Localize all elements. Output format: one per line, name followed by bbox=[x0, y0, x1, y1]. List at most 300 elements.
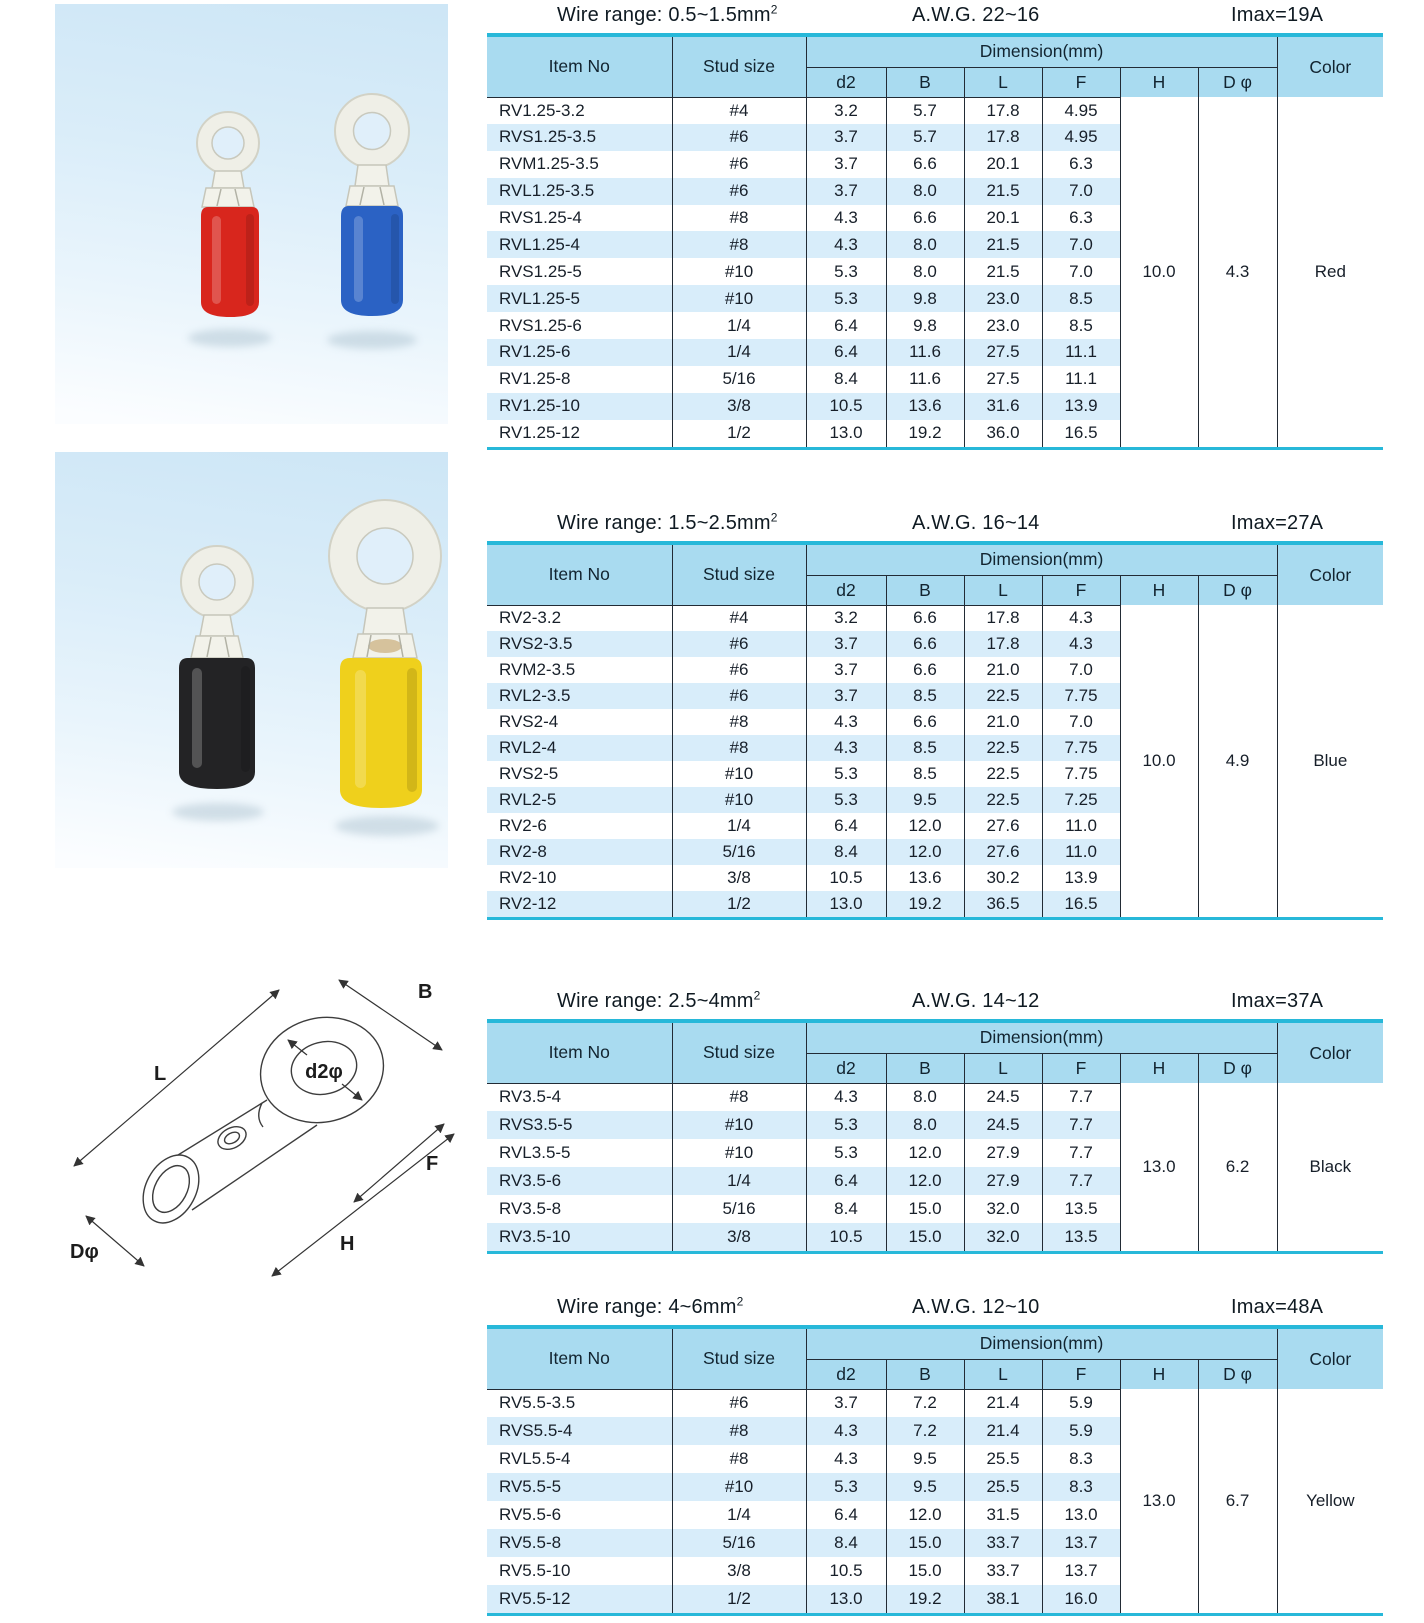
B-value-cell: 12.0 bbox=[886, 813, 964, 839]
stud-value-cell: #8 bbox=[672, 709, 806, 735]
d2-value-cell: 10.5 bbox=[806, 1223, 886, 1251]
F-value-cell: 7.0 bbox=[1042, 258, 1120, 285]
d2-value-cell: 8.4 bbox=[806, 1195, 886, 1223]
d2-value-cell: 3.7 bbox=[806, 124, 886, 151]
stud-value-cell: 5/16 bbox=[672, 839, 806, 865]
F-value-cell: 13.7 bbox=[1042, 1557, 1120, 1585]
L-value-cell: 21.5 bbox=[964, 231, 1042, 258]
spec-row bbox=[487, 97, 1383, 124]
item-no-cell: RV1.25-8 bbox=[487, 366, 672, 393]
spec-table-wrapper bbox=[487, 1325, 1383, 1616]
ring-hole bbox=[199, 564, 235, 600]
F-value-cell: 4.3 bbox=[1042, 631, 1120, 657]
B-value-cell: 19.2 bbox=[886, 1585, 964, 1613]
B-value-cell: 8.5 bbox=[886, 683, 964, 709]
f-header: F bbox=[1042, 575, 1120, 605]
B-value-cell: 9.8 bbox=[886, 285, 964, 312]
crimp-band bbox=[202, 188, 254, 207]
stud-value-cell: #6 bbox=[672, 1389, 806, 1417]
B-value-cell: 5.7 bbox=[886, 97, 964, 124]
h-merged-cell: 10.0 bbox=[1120, 605, 1198, 917]
awg-title: A.W.G. 12~10 bbox=[912, 1296, 1040, 1318]
blue-terminal bbox=[327, 94, 417, 349]
stud-value-cell: #8 bbox=[672, 735, 806, 761]
B-value-cell: 19.2 bbox=[886, 891, 964, 917]
stud-value-cell: #6 bbox=[672, 124, 806, 151]
stud-size-header: Stud size bbox=[672, 37, 806, 97]
F-value-cell: 5.9 bbox=[1042, 1389, 1120, 1417]
d2-value-cell: 4.3 bbox=[806, 1417, 886, 1445]
d2-value-cell: 10.5 bbox=[806, 1557, 886, 1585]
B-value-cell: 8.0 bbox=[886, 178, 964, 205]
dphi-header: D φ bbox=[1198, 575, 1277, 605]
d2-value-cell: 10.5 bbox=[806, 865, 886, 891]
stud-value-cell: 1/2 bbox=[672, 891, 806, 917]
L-value-cell: 24.5 bbox=[964, 1111, 1042, 1139]
L-value-cell: 17.8 bbox=[964, 124, 1042, 151]
stud-value-cell: #8 bbox=[672, 1445, 806, 1473]
B-value-cell: 6.6 bbox=[886, 151, 964, 178]
stud-size-header: Stud size bbox=[672, 545, 806, 605]
F-value-cell: 16.5 bbox=[1042, 420, 1120, 447]
L-value-cell: 33.7 bbox=[964, 1557, 1042, 1585]
dimension-lines bbox=[74, 980, 454, 1276]
table-title-row bbox=[487, 511, 1383, 541]
item-no-cell: RV1.25-6 bbox=[487, 339, 672, 366]
spec-block-2.5-4mm bbox=[487, 989, 1383, 1254]
stud-size-header: Stud size bbox=[672, 1329, 806, 1389]
F-value-cell: 8.5 bbox=[1042, 312, 1120, 339]
dphi-merged-cell: 6.2 bbox=[1198, 1083, 1277, 1251]
d2-value-cell: 5.3 bbox=[806, 1139, 886, 1167]
F-value-cell: 7.0 bbox=[1042, 231, 1120, 258]
d2-value-cell: 3.7 bbox=[806, 1389, 886, 1417]
stud-value-cell: 3/8 bbox=[672, 1557, 806, 1585]
F-value-cell: 7.7 bbox=[1042, 1111, 1120, 1139]
ring-hole bbox=[357, 528, 413, 584]
item-no-header: Item No bbox=[487, 1329, 672, 1389]
terminal-outline bbox=[132, 1005, 395, 1233]
spec-table-wrapper bbox=[487, 33, 1383, 450]
item-no-cell: RVL1.25-5 bbox=[487, 285, 672, 312]
stud-value-cell: 1/4 bbox=[672, 312, 806, 339]
black-yellow-terminals-illustration bbox=[55, 452, 448, 868]
d2-value-cell: 5.3 bbox=[806, 1473, 886, 1501]
yellow-terminal-shadow bbox=[335, 816, 439, 836]
product-photo-black-yellow bbox=[55, 452, 448, 868]
stud-value-cell: #10 bbox=[672, 1139, 806, 1167]
imax-title: Imax=48A bbox=[1231, 1296, 1324, 1318]
item-no-cell: RVS1.25-6 bbox=[487, 312, 672, 339]
B-value-cell: 15.0 bbox=[886, 1195, 964, 1223]
L-value-cell: 22.5 bbox=[964, 735, 1042, 761]
stud-value-cell: #6 bbox=[672, 657, 806, 683]
L-value-cell: 27.5 bbox=[964, 366, 1042, 393]
d2-value-cell: 8.4 bbox=[806, 1529, 886, 1557]
B-value-cell: 9.8 bbox=[886, 312, 964, 339]
stud-value-cell: #8 bbox=[672, 1083, 806, 1111]
h-header: H bbox=[1120, 1359, 1198, 1389]
F-value-cell: 7.75 bbox=[1042, 761, 1120, 787]
color-merged-cell: Yellow bbox=[1277, 1389, 1383, 1613]
d2-value-cell: 5.3 bbox=[806, 258, 886, 285]
stud-value-cell: #4 bbox=[672, 605, 806, 631]
F-value-cell: 13.7 bbox=[1042, 1529, 1120, 1557]
d2-value-cell: 5.3 bbox=[806, 1111, 886, 1139]
d2-value-cell: 3.2 bbox=[806, 605, 886, 631]
F-value-cell: 11.0 bbox=[1042, 813, 1120, 839]
h-merged-cell: 13.0 bbox=[1120, 1389, 1198, 1613]
d2-value-cell: 4.3 bbox=[806, 1083, 886, 1111]
stud-value-cell: #4 bbox=[672, 97, 806, 124]
B-value-cell: 6.6 bbox=[886, 631, 964, 657]
stud-value-cell: 1/2 bbox=[672, 420, 806, 447]
F-value-cell: 13.9 bbox=[1042, 865, 1120, 891]
B-value-cell: 6.6 bbox=[886, 605, 964, 631]
F-value-cell: 16.5 bbox=[1042, 891, 1120, 917]
dphi-merged-cell: 6.7 bbox=[1198, 1389, 1277, 1613]
ring-hole bbox=[212, 127, 244, 159]
item-no-cell: RV3.5-8 bbox=[487, 1195, 672, 1223]
l-header: L bbox=[964, 575, 1042, 605]
d2-value-cell: 8.4 bbox=[806, 839, 886, 865]
stud-value-cell: #10 bbox=[672, 1473, 806, 1501]
item-no-cell: RVL3.5-5 bbox=[487, 1139, 672, 1167]
black-terminal bbox=[172, 546, 264, 821]
color-merged-cell: Blue bbox=[1277, 605, 1383, 917]
imax-title: Imax=19A bbox=[1231, 4, 1324, 26]
item-no-cell: RV2-8 bbox=[487, 839, 672, 865]
dphi-merged-cell: 4.3 bbox=[1198, 97, 1277, 447]
L-value-cell: 21.5 bbox=[964, 258, 1042, 285]
stud-value-cell: 5/16 bbox=[672, 1529, 806, 1557]
awg-title: A.W.G. 22~16 bbox=[912, 4, 1040, 26]
F-value-cell: 8.3 bbox=[1042, 1445, 1120, 1473]
B-value-cell: 12.0 bbox=[886, 1501, 964, 1529]
L-value-cell: 33.7 bbox=[964, 1529, 1042, 1557]
d2-header: d2 bbox=[806, 575, 886, 605]
spec-table bbox=[487, 545, 1383, 917]
B-value-cell: 7.2 bbox=[886, 1417, 964, 1445]
terminal-neck bbox=[212, 171, 244, 188]
color-header: Color bbox=[1277, 1023, 1383, 1083]
F-value-cell: 4.3 bbox=[1042, 605, 1120, 631]
d2-value-cell: 13.0 bbox=[806, 1585, 886, 1613]
d2-value-cell: 6.4 bbox=[806, 1167, 886, 1195]
B-value-cell: 15.0 bbox=[886, 1223, 964, 1251]
F-value-cell: 7.7 bbox=[1042, 1167, 1120, 1195]
diagram-label-H: H bbox=[340, 1233, 355, 1255]
L-value-cell: 23.0 bbox=[964, 285, 1042, 312]
product-photo-red-blue bbox=[55, 4, 448, 424]
dphi-header: D φ bbox=[1198, 1053, 1277, 1083]
B-value-cell: 11.6 bbox=[886, 366, 964, 393]
stud-value-cell: #10 bbox=[672, 258, 806, 285]
F-value-cell: 6.3 bbox=[1042, 205, 1120, 232]
item-no-cell: RV1.25-3.2 bbox=[487, 97, 672, 124]
L-value-cell: 27.9 bbox=[964, 1167, 1042, 1195]
b-header: B bbox=[886, 1053, 964, 1083]
F-value-cell: 11.1 bbox=[1042, 339, 1120, 366]
F-value-cell: 13.0 bbox=[1042, 1501, 1120, 1529]
dimension-diagram bbox=[22, 952, 474, 1300]
blue-terminal-shadow bbox=[327, 331, 417, 349]
F-value-cell: 7.25 bbox=[1042, 787, 1120, 813]
d2-value-cell: 6.4 bbox=[806, 1501, 886, 1529]
stud-value-cell: 5/16 bbox=[672, 1195, 806, 1223]
diagram-label-B: B bbox=[418, 981, 433, 1003]
stud-value-cell: 3/8 bbox=[672, 865, 806, 891]
L-value-cell: 27.6 bbox=[964, 813, 1042, 839]
F-value-cell: 7.7 bbox=[1042, 1139, 1120, 1167]
awg-title: A.W.G. 14~12 bbox=[912, 990, 1040, 1012]
stud-value-cell: 1/4 bbox=[672, 1501, 806, 1529]
l-header: L bbox=[964, 67, 1042, 97]
d2-value-cell: 3.7 bbox=[806, 683, 886, 709]
copper-wire-hint bbox=[368, 639, 402, 653]
spec-table-wrapper bbox=[487, 541, 1383, 920]
stud-value-cell: #6 bbox=[672, 151, 806, 178]
L-value-cell: 30.2 bbox=[964, 865, 1042, 891]
item-no-cell: RV5.5-10 bbox=[487, 1557, 672, 1585]
F-value-cell: 7.75 bbox=[1042, 735, 1120, 761]
L-value-cell: 24.5 bbox=[964, 1083, 1042, 1111]
d2-value-cell: 8.4 bbox=[806, 366, 886, 393]
L-value-cell: 21.0 bbox=[964, 709, 1042, 735]
B-value-cell: 8.5 bbox=[886, 761, 964, 787]
item-no-cell: RVL1.25-4 bbox=[487, 231, 672, 258]
d2-value-cell: 5.3 bbox=[806, 787, 886, 813]
dphi-header: D φ bbox=[1198, 1359, 1277, 1389]
stud-value-cell: 1/4 bbox=[672, 339, 806, 366]
diagram-label-Dphi: Dφ bbox=[70, 1241, 99, 1263]
h-header: H bbox=[1120, 1053, 1198, 1083]
B-value-cell: 15.0 bbox=[886, 1529, 964, 1557]
black-terminal-shadow bbox=[172, 803, 264, 821]
L-value-cell: 20.1 bbox=[964, 205, 1042, 232]
F-value-cell: 7.0 bbox=[1042, 709, 1120, 735]
item-no-cell: RVS1.25-5 bbox=[487, 258, 672, 285]
stud-size-header: Stud size bbox=[672, 1023, 806, 1083]
d2-value-cell: 5.3 bbox=[806, 761, 886, 787]
table-title-row bbox=[487, 3, 1383, 33]
L-value-cell: 21.4 bbox=[964, 1417, 1042, 1445]
F-value-cell: 7.0 bbox=[1042, 657, 1120, 683]
item-no-cell: RV2-10 bbox=[487, 865, 672, 891]
f-header: F bbox=[1042, 1359, 1120, 1389]
item-no-cell: RV5.5-6 bbox=[487, 1501, 672, 1529]
d2-value-cell: 4.3 bbox=[806, 1445, 886, 1473]
stud-value-cell: #10 bbox=[672, 761, 806, 787]
d2-value-cell: 4.3 bbox=[806, 231, 886, 258]
item-no-cell: RVL2-4 bbox=[487, 735, 672, 761]
d2-value-cell: 5.3 bbox=[806, 285, 886, 312]
diagram-label-d2phi: d2φ bbox=[305, 1061, 343, 1083]
l-header: L bbox=[964, 1053, 1042, 1083]
item-no-cell: RV5.5-5 bbox=[487, 1473, 672, 1501]
stud-value-cell: 1/4 bbox=[672, 1167, 806, 1195]
L-value-cell: 27.6 bbox=[964, 839, 1042, 865]
L-value-cell: 17.8 bbox=[964, 631, 1042, 657]
l-header: L bbox=[964, 1359, 1042, 1389]
B-value-cell: 8.0 bbox=[886, 1083, 964, 1111]
imax-title: Imax=37A bbox=[1231, 990, 1324, 1012]
F-value-cell: 4.95 bbox=[1042, 97, 1120, 124]
spec-table bbox=[487, 37, 1383, 447]
wire-range-title: Wire range: $0.5\sim 1.5mm^2$ bbox=[557, 2, 778, 26]
item-no-cell: RV2-12 bbox=[487, 891, 672, 917]
stud-value-cell: #10 bbox=[672, 285, 806, 312]
L-value-cell: 17.8 bbox=[964, 97, 1042, 124]
b-header: B bbox=[886, 1359, 964, 1389]
F-value-cell: 5.9 bbox=[1042, 1417, 1120, 1445]
color-header: Color bbox=[1277, 545, 1383, 605]
L-value-cell: 22.5 bbox=[964, 787, 1042, 813]
wire-range-title: Wire range: $2.5\sim 4mm^2$ bbox=[557, 988, 761, 1012]
stud-value-cell: #10 bbox=[672, 1111, 806, 1139]
dphi-merged-cell: 4.9 bbox=[1198, 605, 1277, 917]
d2-value-cell: 6.4 bbox=[806, 312, 886, 339]
red-blue-terminals-illustration bbox=[55, 4, 448, 424]
F-value-cell: 7.7 bbox=[1042, 1083, 1120, 1111]
f-header: F bbox=[1042, 67, 1120, 97]
F-value-cell: 16.0 bbox=[1042, 1585, 1120, 1613]
B-value-cell: 5.7 bbox=[886, 124, 964, 151]
item-no-cell: RVS2-5 bbox=[487, 761, 672, 787]
B-value-cell: 8.0 bbox=[886, 231, 964, 258]
item-no-cell: RV3.5-4 bbox=[487, 1083, 672, 1111]
stud-value-cell: #8 bbox=[672, 205, 806, 232]
L-value-cell: 21.0 bbox=[964, 657, 1042, 683]
awg-title: A.W.G. 16~14 bbox=[912, 512, 1040, 534]
item-no-cell: RV2-3.2 bbox=[487, 605, 672, 631]
diagram-label-L: L bbox=[154, 1063, 167, 1085]
f-header: F bbox=[1042, 1053, 1120, 1083]
F-value-cell: 8.3 bbox=[1042, 1473, 1120, 1501]
B-value-cell: 9.5 bbox=[886, 1445, 964, 1473]
h-header: H bbox=[1120, 67, 1198, 97]
stud-value-cell: #10 bbox=[672, 787, 806, 813]
spec-block-1.5-2.5mm bbox=[487, 511, 1383, 920]
B-value-cell: 12.0 bbox=[886, 1139, 964, 1167]
item-no-cell: RV5.5-8 bbox=[487, 1529, 672, 1557]
item-no-cell: RVL1.25-3.5 bbox=[487, 178, 672, 205]
terminal-neck bbox=[200, 615, 234, 636]
F-value-cell: 4.95 bbox=[1042, 124, 1120, 151]
stud-value-cell: #8 bbox=[672, 1417, 806, 1445]
spec-block-0.5-1.5mm bbox=[487, 3, 1383, 450]
L-value-cell: 31.6 bbox=[964, 393, 1042, 420]
F-value-cell: 7.75 bbox=[1042, 683, 1120, 709]
B-value-cell: 11.6 bbox=[886, 339, 964, 366]
d2-value-cell: 4.3 bbox=[806, 205, 886, 232]
table-title-row bbox=[487, 989, 1383, 1019]
item-no-cell: RVL2-5 bbox=[487, 787, 672, 813]
item-no-cell: RVS3.5-5 bbox=[487, 1111, 672, 1139]
wire-range-title: Wire range: $4\sim 6mm^2$ bbox=[557, 1294, 744, 1318]
item-no-cell: RV5.5-12 bbox=[487, 1585, 672, 1613]
L-value-cell: 36.5 bbox=[964, 891, 1042, 917]
B-value-cell: 6.6 bbox=[886, 657, 964, 683]
d2-value-cell: 6.4 bbox=[806, 813, 886, 839]
F-value-cell: 8.5 bbox=[1042, 285, 1120, 312]
L-value-cell: 20.1 bbox=[964, 151, 1042, 178]
B-value-cell: 15.0 bbox=[886, 1557, 964, 1585]
ring-hole bbox=[354, 113, 391, 150]
color-merged-cell: Red bbox=[1277, 97, 1383, 447]
stud-value-cell: 1/4 bbox=[672, 813, 806, 839]
L-value-cell: 32.0 bbox=[964, 1223, 1042, 1251]
spec-block-4-6mm bbox=[487, 1295, 1383, 1616]
item-no-cell: RV3.5-10 bbox=[487, 1223, 672, 1251]
color-header: Color bbox=[1277, 37, 1383, 97]
item-no-cell: RV2-6 bbox=[487, 813, 672, 839]
item-no-cell: RV1.25-10 bbox=[487, 393, 672, 420]
d2-value-cell: 13.0 bbox=[806, 420, 886, 447]
item-no-cell: RVM1.25-3.5 bbox=[487, 151, 672, 178]
F-value-cell: 11.1 bbox=[1042, 366, 1120, 393]
L-value-cell: 31.5 bbox=[964, 1501, 1042, 1529]
d2-value-cell: 10.5 bbox=[806, 393, 886, 420]
F-value-cell: 6.3 bbox=[1042, 151, 1120, 178]
wire-range-title: Wire range: $1.5\sim 2.5mm^2$ bbox=[557, 510, 778, 534]
b-header: B bbox=[886, 575, 964, 605]
red-terminal bbox=[188, 112, 272, 347]
spec-table bbox=[487, 1023, 1383, 1251]
spec-row bbox=[487, 1389, 1383, 1417]
h-merged-cell: 13.0 bbox=[1120, 1083, 1198, 1251]
B-value-cell: 19.2 bbox=[886, 420, 964, 447]
color-merged-cell: Black bbox=[1277, 1083, 1383, 1251]
B-value-cell: 8.0 bbox=[886, 258, 964, 285]
item-no-cell: RVS2-3.5 bbox=[487, 631, 672, 657]
L-value-cell: 27.9 bbox=[964, 1139, 1042, 1167]
crimp-band bbox=[191, 636, 243, 658]
stud-value-cell: 3/8 bbox=[672, 1223, 806, 1251]
terminal-neck bbox=[363, 608, 407, 634]
B-value-cell: 13.6 bbox=[886, 865, 964, 891]
B-value-cell: 8.5 bbox=[886, 735, 964, 761]
crimp-band bbox=[346, 186, 398, 206]
spec-table-wrapper bbox=[487, 1019, 1383, 1254]
stud-value-cell: #6 bbox=[672, 178, 806, 205]
d2-value-cell: 4.3 bbox=[806, 709, 886, 735]
spec-row bbox=[487, 605, 1383, 631]
B-value-cell: 9.5 bbox=[886, 1473, 964, 1501]
spec-table bbox=[487, 1329, 1383, 1613]
item-no-header: Item No bbox=[487, 1023, 672, 1083]
B-value-cell: 9.5 bbox=[886, 787, 964, 813]
red-terminal-shadow bbox=[188, 329, 272, 347]
d2-header: d2 bbox=[806, 67, 886, 97]
stud-value-cell: 3/8 bbox=[672, 393, 806, 420]
stud-value-cell: #6 bbox=[672, 683, 806, 709]
item-no-cell: RVM2-3.5 bbox=[487, 657, 672, 683]
dimension-header: Dimension(mm) bbox=[806, 1023, 1277, 1053]
h-header: H bbox=[1120, 575, 1198, 605]
d2-header: d2 bbox=[806, 1053, 886, 1083]
d2-value-cell: 13.0 bbox=[806, 891, 886, 917]
L-value-cell: 25.5 bbox=[964, 1473, 1042, 1501]
item-no-cell: RVL2-3.5 bbox=[487, 683, 672, 709]
d2-value-cell: 6.4 bbox=[806, 339, 886, 366]
ring-terminal-line-drawing bbox=[22, 952, 474, 1300]
stud-value-cell: #8 bbox=[672, 231, 806, 258]
L-value-cell: 36.0 bbox=[964, 420, 1042, 447]
L-value-cell: 17.8 bbox=[964, 605, 1042, 631]
item-no-cell: RV5.5-3.5 bbox=[487, 1389, 672, 1417]
L-value-cell: 23.0 bbox=[964, 312, 1042, 339]
